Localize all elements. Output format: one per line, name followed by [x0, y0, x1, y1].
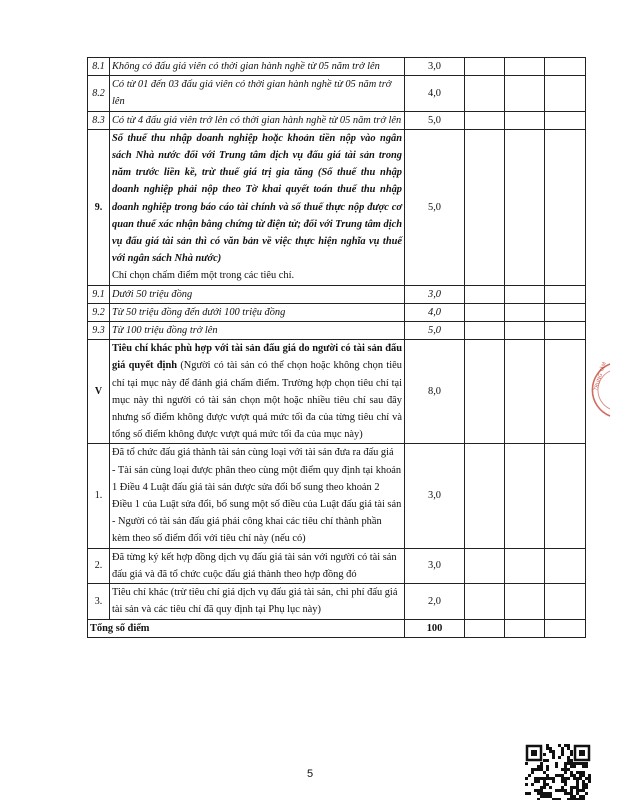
criterion-text: Có từ 01 đến 03 đấu giá viên có thời gian hành nghề từ 05 năm trở lên — [110, 76, 405, 111]
max-score: 5,0 — [405, 322, 465, 340]
empty-cell — [465, 584, 505, 619]
table-row — [88, 584, 586, 619]
table-row — [88, 285, 586, 303]
criterion-detail: - Tài sản cùng loại được phân theo cùng một điểm quy định tại khoản 1 Điều 4 Luật đấu giá tài sản được sửa đổi bổ sung theo khoản 2 Điều 1 của Luật sửa đổi, bổ sung một số điều của Luật đấu giá tài sản — [112, 464, 402, 511]
empty-cell — [465, 322, 505, 340]
row-number: 9.1 — [88, 285, 110, 303]
empty-cell — [465, 129, 505, 285]
row-number: 8.3 — [88, 111, 110, 129]
red-stamp — [574, 360, 614, 420]
criterion-text: Từ 50 triệu đồng đến dưới 100 triệu đồng — [110, 303, 405, 321]
max-score: 2,0 — [405, 584, 465, 619]
row-number: 9. — [88, 129, 110, 285]
empty-cell — [465, 548, 505, 583]
empty-cell — [545, 444, 586, 548]
max-score: 3,0 — [405, 444, 465, 548]
criterion-text: Đã tổ chức đấu giá thành tài sản cùng loại với tài sản đưa ra đấu giá — [112, 447, 394, 459]
table-row — [88, 444, 586, 548]
qr-code — [525, 744, 591, 800]
table-row — [88, 76, 586, 111]
row-number: V — [88, 340, 110, 444]
table-row — [88, 111, 586, 129]
empty-cell — [505, 303, 545, 321]
criterion-cell — [110, 444, 405, 548]
empty-cell — [465, 303, 505, 321]
page-number: 5 — [306, 768, 314, 780]
max-score: 3,0 — [405, 548, 465, 583]
criterion-text: Tiêu chí khác (trừ tiêu chí giá dịch vụ đấu giá tài sản, chi phí đấu giá tài sản và các tiêu chí đã quy định tại Phụ lục này) — [110, 584, 405, 619]
row-number: 3. — [88, 584, 110, 619]
row-number: 9.2 — [88, 303, 110, 321]
empty-cell — [505, 322, 545, 340]
criterion-text: Không có đấu giá viên có thời gian hành nghề từ 05 năm trở lên — [110, 58, 405, 76]
empty-cell — [545, 129, 586, 285]
criterion-text: Từ 100 triệu đồng trở lên — [110, 322, 405, 340]
empty-cell — [545, 303, 586, 321]
criterion-text: Dưới 50 triệu đồng — [110, 285, 405, 303]
max-score: 8,0 — [405, 340, 465, 444]
row-number: 2. — [88, 548, 110, 583]
criterion-cell — [110, 340, 405, 444]
empty-cell — [465, 340, 505, 444]
empty-cell — [465, 58, 505, 76]
empty-cell — [545, 619, 586, 637]
criterion-text: Có từ 4 đấu giá viên trở lên có thời gian hành nghề từ 05 năm trở lên — [110, 111, 405, 129]
total-score: 100 — [405, 619, 465, 637]
empty-cell — [545, 285, 586, 303]
empty-cell — [505, 58, 545, 76]
empty-cell — [505, 285, 545, 303]
table-row — [88, 129, 586, 285]
svg-text:TRUNG TÂM: TRUNG TÂM — [593, 361, 608, 392]
empty-cell — [545, 322, 586, 340]
table-row — [88, 58, 586, 76]
table-row — [88, 340, 586, 444]
table-row — [88, 322, 586, 340]
empty-cell — [545, 584, 586, 619]
criterion-detail: - Người có tài sản đấu giá phải công khai các tiêu chí thành phần kèm theo số điểm đối với tiêu chí này (nếu có) — [112, 516, 382, 545]
criterion-note: Chỉ chọn chấm điểm một trong các tiêu chí. — [112, 270, 295, 282]
empty-cell — [505, 548, 545, 583]
max-score: 4,0 — [405, 303, 465, 321]
total-label: Tổng số điểm — [88, 619, 405, 637]
empty-cell — [465, 76, 505, 111]
empty-cell — [465, 285, 505, 303]
row-number: 1. — [88, 444, 110, 548]
max-score: 3,0 — [405, 285, 465, 303]
row-number: 8.1 — [88, 58, 110, 76]
empty-cell — [505, 76, 545, 111]
empty-cell — [465, 444, 505, 548]
empty-cell — [545, 548, 586, 583]
empty-cell — [505, 111, 545, 129]
table-row — [88, 303, 586, 321]
scoring-table — [87, 57, 586, 638]
criterion-text: Số thuế thu nhập doanh nghiệp hoặc khoản tiền nộp vào ngân sách Nhà nước đối với Trung tâm dịch vụ đấu giá tài sản trong năm trước liền kề, trừ thuế giá trị gia tăng (Số thuế thu nhập doanh nghiệp phải nộp theo Tờ khai quyết toán thuế thu nhập doanh nghiệp trong báo cáo tài chính và số thuế thực nộp được cơ quan thuế xác nhận bằng chứng từ điện tử; đối với Trung tâm dịch vụ đấu giá tài sản thì có văn bản về việc thực hiện nghĩa vụ thuế với ngân sách Nhà nước) — [112, 132, 402, 265]
empty-cell — [505, 340, 545, 444]
empty-cell — [505, 444, 545, 548]
total-row — [88, 619, 586, 637]
max-score: 4,0 — [405, 76, 465, 111]
empty-cell — [505, 619, 545, 637]
criterion-title: Tiêu chí khác phù hợp với tài sản đấu giá do người có tài sản đấu giá quyết định — [112, 343, 402, 372]
max-score: 5,0 — [405, 111, 465, 129]
empty-cell — [465, 111, 505, 129]
criterion-cell — [110, 129, 405, 285]
max-score: 5,0 — [405, 129, 465, 285]
table-row — [88, 548, 586, 583]
empty-cell — [465, 619, 505, 637]
criterion-note: (Người có tài sản có thể chọn hoặc không chọn tiêu chí tại mục này để đánh giá chấm điểm. Trường hợp chọn tiêu chí tại mục này thì người có tài sản chọn một hoặc nhiều tiêu chí sau đây nhưng số điểm không được vượt quá mức tối đa của từng tiêu chí và tổng số điểm không được vượt quá mức tối đa của mục này) — [112, 360, 402, 441]
criterion-text: Đã từng ký kết hợp đồng dịch vụ đấu giá tài sản với người có tài sản đấu giá và đã tổ chức cuộc đấu giá thành theo hợp đồng đó — [110, 548, 405, 583]
empty-cell — [545, 111, 586, 129]
empty-cell — [545, 58, 586, 76]
empty-cell — [505, 584, 545, 619]
empty-cell — [505, 129, 545, 285]
row-number: 9.3 — [88, 322, 110, 340]
row-number: 8.2 — [88, 76, 110, 111]
max-score: 3,0 — [405, 58, 465, 76]
empty-cell — [545, 76, 586, 111]
